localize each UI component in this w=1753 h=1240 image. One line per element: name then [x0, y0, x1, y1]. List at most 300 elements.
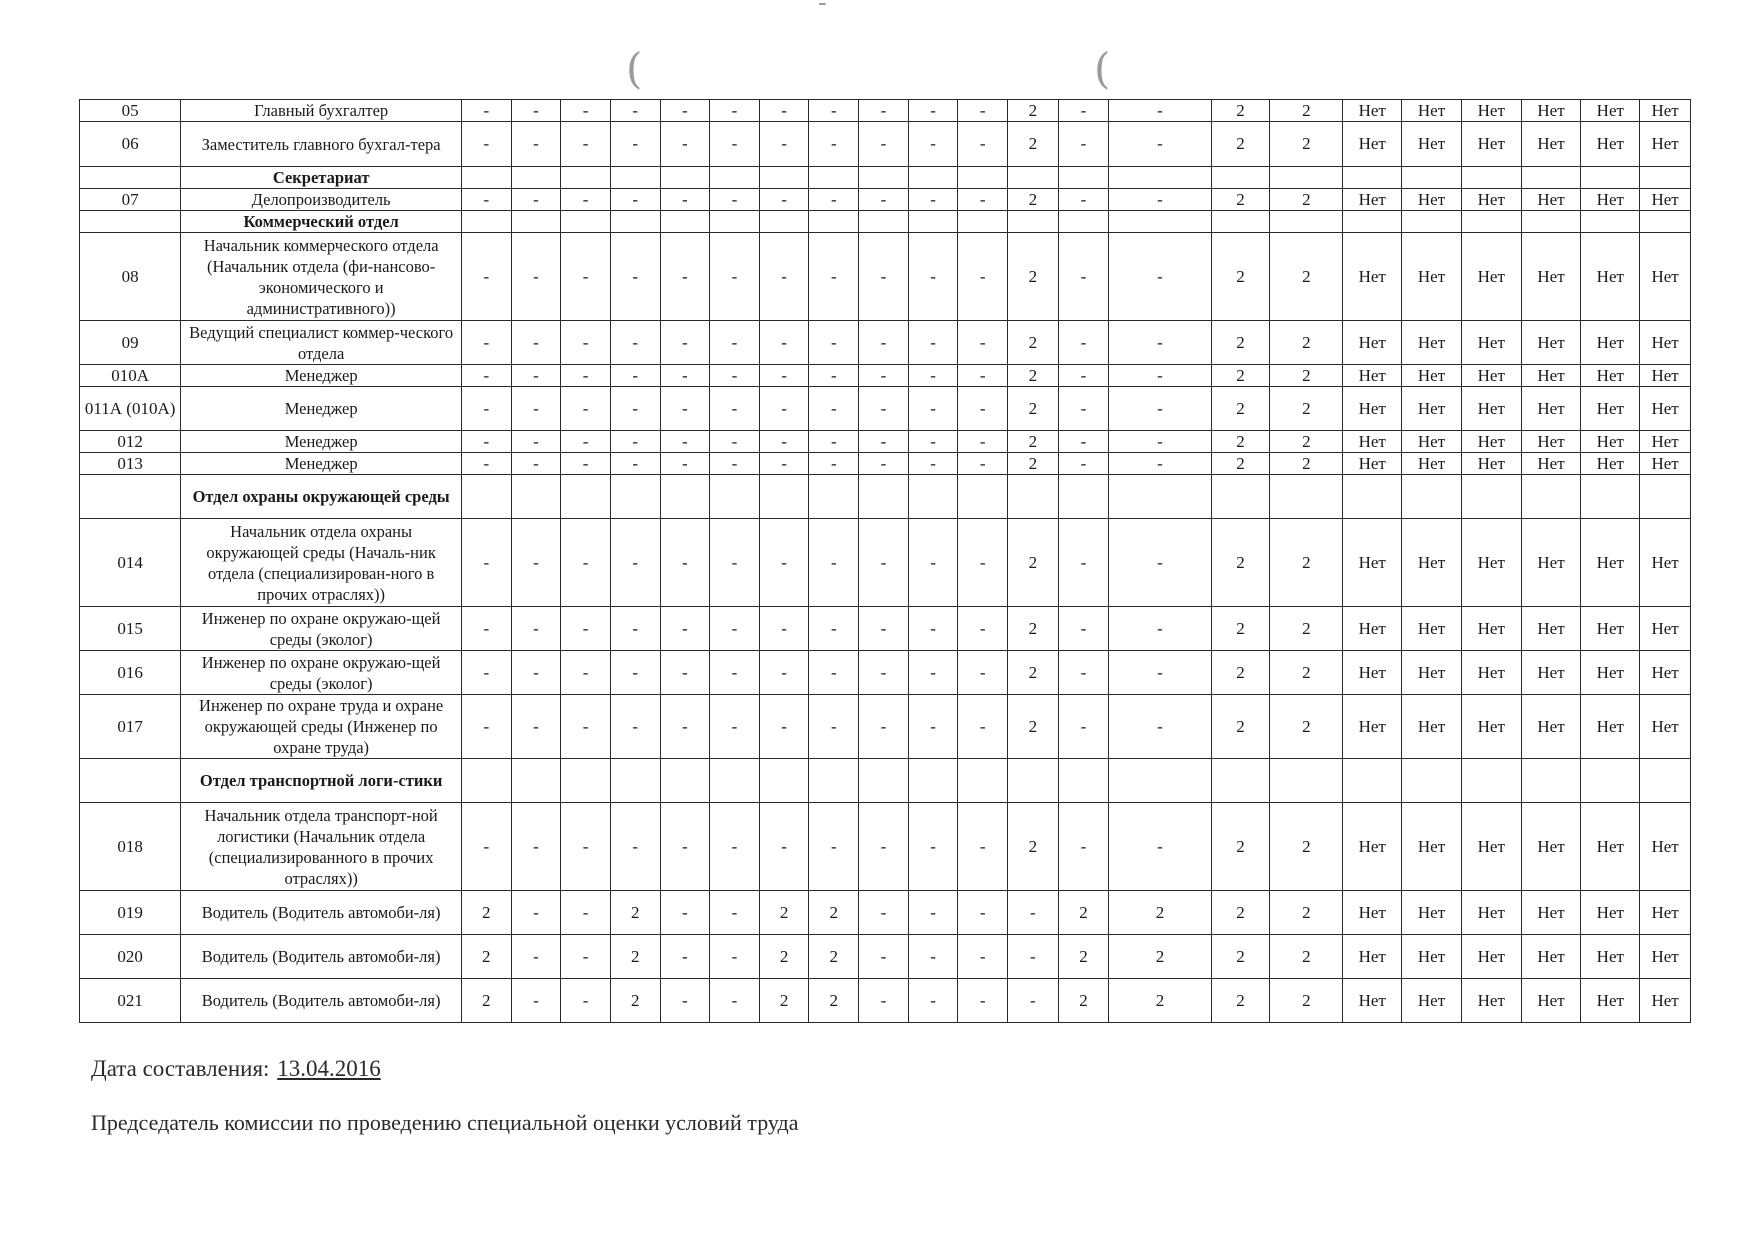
- factor-cell: [1058, 759, 1109, 803]
- factor-cell: -: [710, 519, 760, 607]
- factor-cell: Нет: [1640, 453, 1691, 475]
- factor-cell: 2: [1270, 695, 1343, 759]
- assessment-table-body: [80, 100, 1691, 1023]
- compilation-date-label: Дата составления:: [91, 1056, 270, 1081]
- table-row: [80, 803, 1691, 891]
- factor-cell: 2: [1008, 651, 1059, 695]
- factor-cell: -: [809, 189, 859, 211]
- factor-cell: -: [610, 651, 660, 695]
- factor-cell: Нет: [1343, 321, 1402, 365]
- factor-cell: Нет: [1521, 979, 1581, 1023]
- factor-cell: -: [710, 387, 760, 431]
- factor-cell: Нет: [1640, 607, 1691, 651]
- factor-cell: Нет: [1581, 935, 1640, 979]
- factor-cell: Нет: [1581, 979, 1640, 1023]
- factor-cell: 2: [1211, 431, 1270, 453]
- factor-cell: [1581, 759, 1640, 803]
- table-row: [80, 607, 1691, 651]
- factor-cell: 2: [1211, 189, 1270, 211]
- row-code: 019: [80, 891, 181, 935]
- factor-cell: -: [511, 651, 561, 695]
- factor-cell: [1211, 211, 1270, 233]
- factor-cell: [1521, 167, 1581, 189]
- row-code: 015: [80, 607, 181, 651]
- factor-cell: 2: [1109, 979, 1211, 1023]
- row-code: 013: [80, 453, 181, 475]
- factor-cell: 2: [1270, 431, 1343, 453]
- factor-cell: Нет: [1581, 651, 1640, 695]
- factor-cell: Нет: [1521, 935, 1581, 979]
- factor-cell: [759, 167, 809, 189]
- factor-cell: 2: [1008, 189, 1059, 211]
- factor-cell: -: [710, 100, 760, 122]
- factor-cell: -: [809, 803, 859, 891]
- factor-cell: -: [908, 935, 958, 979]
- factor-cell: 2: [610, 935, 660, 979]
- factor-cell: [1343, 475, 1402, 519]
- factor-cell: -: [561, 935, 611, 979]
- position-name: Инженер по охране труда и охране окружающей среды (Инженер по охране труда): [181, 695, 462, 759]
- position-name: Начальник отдела транспорт-ной логистики (Начальник отдела (специализированного в прочих отраслях)): [181, 803, 462, 891]
- factor-cell: -: [610, 607, 660, 651]
- factor-cell: -: [461, 233, 511, 321]
- factor-cell: -: [1109, 803, 1211, 891]
- factor-cell: Нет: [1581, 122, 1640, 167]
- factor-cell: Нет: [1521, 321, 1581, 365]
- factor-cell: -: [759, 233, 809, 321]
- factor-cell: -: [1058, 122, 1109, 167]
- factor-cell: -: [561, 891, 611, 935]
- factor-cell: -: [610, 321, 660, 365]
- factor-cell: -: [610, 695, 660, 759]
- factor-cell: 2: [461, 979, 511, 1023]
- factor-cell: [660, 167, 710, 189]
- factor-cell: -: [610, 803, 660, 891]
- factor-cell: Нет: [1402, 607, 1462, 651]
- factor-cell: -: [561, 695, 611, 759]
- factor-cell: -: [710, 321, 760, 365]
- factor-cell: Нет: [1402, 979, 1462, 1023]
- factor-cell: Нет: [1461, 979, 1521, 1023]
- factor-cell: [1058, 167, 1109, 189]
- factor-cell: [809, 211, 859, 233]
- factor-cell: -: [908, 891, 958, 935]
- row-code: 012: [80, 431, 181, 453]
- factor-cell: -: [1109, 321, 1211, 365]
- factor-cell: -: [908, 122, 958, 167]
- factor-cell: -: [561, 431, 611, 453]
- factor-cell: -: [859, 651, 909, 695]
- factor-cell: Нет: [1640, 387, 1691, 431]
- factor-cell: Нет: [1640, 122, 1691, 167]
- factor-cell: [1008, 211, 1059, 233]
- factor-cell: -: [660, 431, 710, 453]
- factor-cell: [908, 759, 958, 803]
- factor-cell: Нет: [1581, 453, 1640, 475]
- factor-cell: [511, 167, 561, 189]
- factor-cell: [1521, 475, 1581, 519]
- factor-cell: -: [1109, 122, 1211, 167]
- factor-cell: -: [710, 453, 760, 475]
- factor-cell: 2: [1008, 122, 1059, 167]
- factor-cell: [1109, 759, 1211, 803]
- factor-cell: -: [710, 233, 760, 321]
- factor-cell: -: [908, 453, 958, 475]
- factor-cell: -: [859, 122, 909, 167]
- factor-cell: -: [710, 651, 760, 695]
- factor-cell: -: [1109, 189, 1211, 211]
- factor-cell: [1008, 759, 1059, 803]
- factor-cell: 2: [809, 891, 859, 935]
- factor-cell: 2: [1270, 519, 1343, 607]
- factor-cell: 2: [610, 979, 660, 1023]
- factor-cell: -: [859, 100, 909, 122]
- factor-cell: -: [809, 233, 859, 321]
- factor-cell: -: [759, 695, 809, 759]
- factor-cell: -: [660, 233, 710, 321]
- factor-cell: -: [610, 431, 660, 453]
- factor-cell: -: [660, 651, 710, 695]
- row-code: 010А: [80, 365, 181, 387]
- factor-cell: -: [511, 979, 561, 1023]
- row-code: [80, 475, 181, 519]
- section-row: [80, 475, 1691, 519]
- factor-cell: [908, 211, 958, 233]
- factor-cell: Нет: [1521, 365, 1581, 387]
- factor-cell: -: [660, 387, 710, 431]
- table-row: [80, 233, 1691, 321]
- factor-cell: 2: [1270, 122, 1343, 167]
- position-name: Главный бухгалтер: [181, 100, 462, 122]
- factor-cell: [1402, 759, 1462, 803]
- factor-cell: -: [461, 607, 511, 651]
- factor-cell: -: [561, 100, 611, 122]
- factor-cell: Нет: [1640, 803, 1691, 891]
- factor-cell: -: [610, 453, 660, 475]
- factor-cell: Нет: [1640, 431, 1691, 453]
- row-code: 016: [80, 651, 181, 695]
- section-title: Отдел транспортной логи-стики: [181, 759, 462, 803]
- factor-cell: 2: [610, 891, 660, 935]
- factor-cell: Нет: [1581, 607, 1640, 651]
- factor-cell: -: [561, 189, 611, 211]
- factor-cell: [461, 167, 511, 189]
- factor-cell: 2: [1008, 431, 1059, 453]
- compilation-date: [91, 1056, 387, 1082]
- factor-cell: [958, 167, 1008, 189]
- factor-cell: 2: [1008, 365, 1059, 387]
- factor-cell: -: [908, 100, 958, 122]
- factor-cell: 2: [1109, 935, 1211, 979]
- factor-cell: -: [859, 891, 909, 935]
- factor-cell: Нет: [1521, 122, 1581, 167]
- factor-cell: -: [461, 189, 511, 211]
- factor-cell: Нет: [1402, 651, 1462, 695]
- factor-cell: -: [710, 803, 760, 891]
- factor-cell: [1343, 759, 1402, 803]
- factor-cell: [1461, 759, 1521, 803]
- factor-cell: [958, 211, 1008, 233]
- factor-cell: -: [759, 387, 809, 431]
- table-row: [80, 365, 1691, 387]
- factor-cell: Нет: [1521, 651, 1581, 695]
- factor-cell: Нет: [1402, 803, 1462, 891]
- factor-cell: 2: [1270, 233, 1343, 321]
- factor-cell: -: [511, 122, 561, 167]
- factor-cell: Нет: [1521, 233, 1581, 321]
- row-code: 014: [80, 519, 181, 607]
- factor-cell: Нет: [1402, 189, 1462, 211]
- factor-cell: [1211, 167, 1270, 189]
- factor-cell: -: [759, 453, 809, 475]
- position-name: Начальник коммерческого отдела (Начальник отдела (фи-нансово-экономического и административного)): [181, 233, 462, 321]
- factor-cell: Нет: [1343, 607, 1402, 651]
- factor-cell: Нет: [1521, 189, 1581, 211]
- row-code: [80, 211, 181, 233]
- factor-cell: -: [958, 100, 1008, 122]
- factor-cell: -: [1109, 100, 1211, 122]
- factor-cell: -: [710, 122, 760, 167]
- factor-cell: 2: [1270, 453, 1343, 475]
- factor-cell: 2: [1270, 979, 1343, 1023]
- factor-cell: -: [809, 651, 859, 695]
- factor-cell: -: [710, 695, 760, 759]
- factor-cell: Нет: [1640, 935, 1691, 979]
- factor-cell: -: [511, 803, 561, 891]
- factor-cell: -: [561, 233, 611, 321]
- factor-cell: -: [1109, 365, 1211, 387]
- table-row: [80, 935, 1691, 979]
- factor-cell: -: [710, 431, 760, 453]
- factor-cell: [1581, 475, 1640, 519]
- factor-cell: -: [759, 189, 809, 211]
- factor-cell: Нет: [1402, 321, 1462, 365]
- factor-cell: -: [710, 979, 760, 1023]
- factor-cell: [1521, 211, 1581, 233]
- factor-cell: Нет: [1461, 189, 1521, 211]
- factor-cell: -: [859, 189, 909, 211]
- factor-cell: [859, 211, 909, 233]
- factor-cell: -: [1008, 891, 1059, 935]
- table-row: [80, 979, 1691, 1023]
- factor-cell: -: [660, 607, 710, 651]
- factor-cell: -: [809, 453, 859, 475]
- factor-cell: 2: [1008, 387, 1059, 431]
- factor-cell: 2: [1270, 387, 1343, 431]
- factor-cell: -: [908, 803, 958, 891]
- factor-cell: [660, 211, 710, 233]
- factor-cell: -: [958, 321, 1008, 365]
- factor-cell: -: [461, 519, 511, 607]
- factor-cell: Нет: [1640, 100, 1691, 122]
- position-name: Менеджер: [181, 387, 462, 431]
- factor-cell: Нет: [1640, 979, 1691, 1023]
- factor-cell: -: [958, 519, 1008, 607]
- factor-cell: -: [511, 695, 561, 759]
- factor-cell: [1008, 167, 1059, 189]
- factor-cell: -: [610, 233, 660, 321]
- factor-cell: [461, 211, 511, 233]
- factor-cell: -: [1058, 431, 1109, 453]
- section-row: [80, 759, 1691, 803]
- factor-cell: -: [958, 695, 1008, 759]
- factor-cell: [759, 211, 809, 233]
- row-code: 011А (010А): [80, 387, 181, 431]
- factor-cell: [1109, 167, 1211, 189]
- factor-cell: Нет: [1402, 387, 1462, 431]
- factor-cell: -: [511, 387, 561, 431]
- factor-cell: -: [511, 935, 561, 979]
- section-title: Секретариат: [181, 167, 462, 189]
- factor-cell: -: [908, 979, 958, 1023]
- factor-cell: Нет: [1581, 695, 1640, 759]
- factor-cell: [859, 759, 909, 803]
- factor-cell: -: [859, 979, 909, 1023]
- row-code: 020: [80, 935, 181, 979]
- factor-cell: -: [809, 321, 859, 365]
- factor-cell: -: [958, 431, 1008, 453]
- factor-cell: -: [660, 122, 710, 167]
- factor-cell: -: [461, 453, 511, 475]
- factor-cell: [1008, 475, 1059, 519]
- factor-cell: 2: [809, 979, 859, 1023]
- factor-cell: 2: [1008, 695, 1059, 759]
- factor-cell: [1109, 475, 1211, 519]
- factor-cell: [859, 475, 909, 519]
- factor-cell: 2: [1211, 100, 1270, 122]
- factor-cell: -: [561, 803, 611, 891]
- factor-cell: [511, 475, 561, 519]
- factor-cell: Нет: [1640, 651, 1691, 695]
- table-row: [80, 651, 1691, 695]
- factor-cell: 2: [1058, 935, 1109, 979]
- factor-cell: -: [759, 365, 809, 387]
- factor-cell: Нет: [1581, 189, 1640, 211]
- factor-cell: -: [710, 189, 760, 211]
- factor-cell: -: [859, 233, 909, 321]
- factor-cell: [610, 167, 660, 189]
- factor-cell: -: [710, 935, 760, 979]
- section-row: [80, 211, 1691, 233]
- factor-cell: -: [759, 431, 809, 453]
- factor-cell: 2: [1211, 122, 1270, 167]
- factor-cell: -: [958, 233, 1008, 321]
- factor-cell: [511, 211, 561, 233]
- factor-cell: [1343, 211, 1402, 233]
- factor-cell: -: [958, 803, 1008, 891]
- factor-cell: -: [958, 387, 1008, 431]
- factor-cell: -: [511, 453, 561, 475]
- factor-cell: -: [759, 519, 809, 607]
- factor-cell: [958, 759, 1008, 803]
- factor-cell: -: [461, 321, 511, 365]
- factor-cell: -: [908, 695, 958, 759]
- factor-cell: 2: [1008, 100, 1059, 122]
- factor-cell: [809, 167, 859, 189]
- factor-cell: Нет: [1640, 695, 1691, 759]
- factor-cell: [660, 475, 710, 519]
- factor-cell: 2: [1008, 453, 1059, 475]
- factor-cell: 2: [1270, 189, 1343, 211]
- factor-cell: -: [908, 387, 958, 431]
- factor-cell: -: [958, 979, 1008, 1023]
- factor-cell: 2: [1211, 365, 1270, 387]
- factor-cell: -: [561, 453, 611, 475]
- factor-cell: Нет: [1343, 803, 1402, 891]
- factor-cell: Нет: [1521, 431, 1581, 453]
- factor-cell: Нет: [1581, 803, 1640, 891]
- factor-cell: Нет: [1640, 233, 1691, 321]
- factor-cell: [1058, 475, 1109, 519]
- factor-cell: -: [759, 321, 809, 365]
- scan-mark-dash: -: [818, 0, 827, 18]
- factor-cell: Нет: [1402, 891, 1462, 935]
- factor-cell: -: [660, 803, 710, 891]
- commission-chair-caption: Председатель комиссии по проведению специальной оценки условий труда: [91, 1110, 799, 1135]
- factor-cell: Нет: [1343, 431, 1402, 453]
- factor-cell: [759, 759, 809, 803]
- factor-cell: Нет: [1402, 365, 1462, 387]
- position-name: Делопроизводитель: [181, 189, 462, 211]
- factor-cell: Нет: [1521, 891, 1581, 935]
- position-name: Водитель (Водитель автомоби-ля): [181, 935, 462, 979]
- factor-cell: -: [809, 122, 859, 167]
- factor-cell: -: [1058, 387, 1109, 431]
- factor-cell: 2: [1211, 803, 1270, 891]
- factor-cell: Нет: [1461, 607, 1521, 651]
- factor-cell: 2: [1058, 979, 1109, 1023]
- factor-cell: -: [610, 365, 660, 387]
- factor-cell: 2: [1270, 607, 1343, 651]
- factor-cell: Нет: [1461, 651, 1521, 695]
- factor-cell: -: [461, 100, 511, 122]
- factor-cell: Нет: [1343, 891, 1402, 935]
- factor-cell: -: [610, 387, 660, 431]
- factor-cell: Нет: [1461, 100, 1521, 122]
- factor-cell: -: [809, 607, 859, 651]
- factor-cell: Нет: [1461, 387, 1521, 431]
- factor-cell: Нет: [1461, 431, 1521, 453]
- factor-cell: -: [908, 365, 958, 387]
- factor-cell: -: [511, 233, 561, 321]
- factor-cell: -: [908, 519, 958, 607]
- factor-cell: -: [561, 365, 611, 387]
- factor-cell: -: [859, 519, 909, 607]
- factor-cell: 2: [759, 935, 809, 979]
- factor-cell: Нет: [1402, 233, 1462, 321]
- table-row: [80, 122, 1691, 167]
- factor-cell: Нет: [1343, 651, 1402, 695]
- factor-cell: -: [1109, 387, 1211, 431]
- factor-cell: [809, 759, 859, 803]
- position-name: Заместитель главного бухгал-тера: [181, 122, 462, 167]
- factor-cell: -: [610, 122, 660, 167]
- factor-cell: -: [1008, 935, 1059, 979]
- factor-cell: -: [610, 100, 660, 122]
- factor-cell: [1402, 167, 1462, 189]
- factor-cell: -: [660, 189, 710, 211]
- factor-cell: -: [461, 431, 511, 453]
- factor-cell: [1461, 475, 1521, 519]
- factor-cell: -: [908, 189, 958, 211]
- factor-cell: -: [461, 695, 511, 759]
- factor-cell: [809, 475, 859, 519]
- factor-cell: Нет: [1521, 519, 1581, 607]
- factor-cell: -: [1109, 519, 1211, 607]
- factor-cell: -: [561, 387, 611, 431]
- factor-cell: Нет: [1521, 695, 1581, 759]
- factor-cell: -: [958, 189, 1008, 211]
